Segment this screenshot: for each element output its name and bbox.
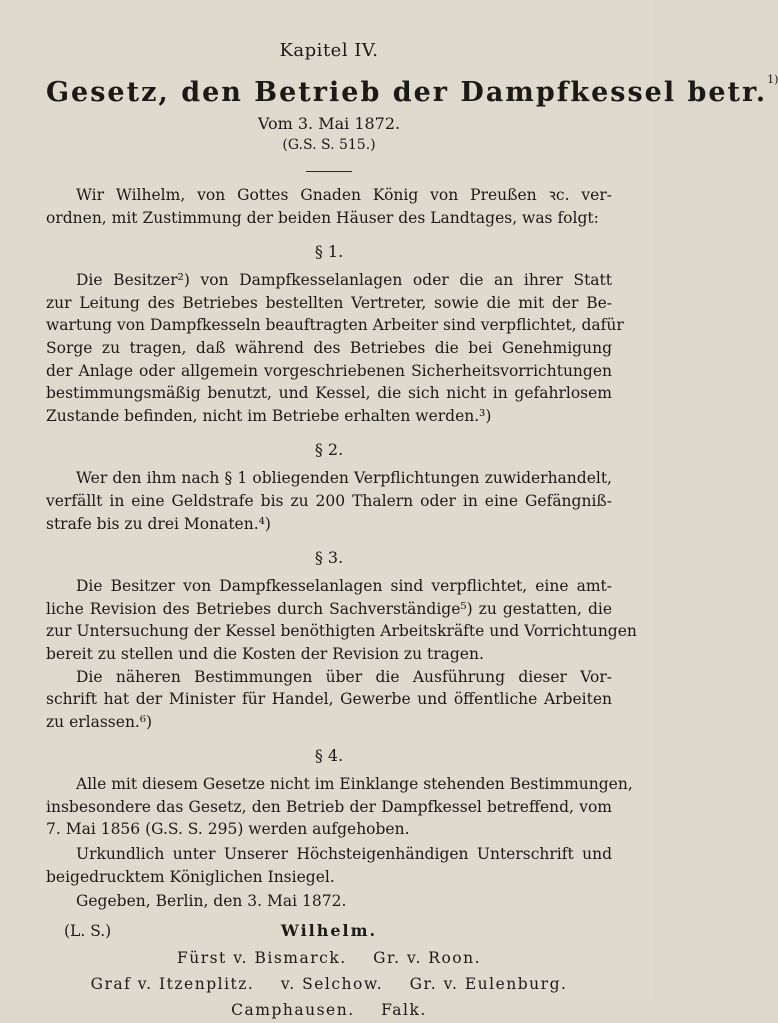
divider-rule [306, 171, 352, 172]
signer-name: Gr. v. Eulenburg. [409, 974, 568, 993]
paragraph-line: 7. Mai 1856 (G.S. S. 295) werden aufgehoben. [46, 820, 410, 839]
signer-name: Graf v. Itzenplitz. [90, 974, 255, 993]
paragraph-line: Die Besitzer von Dampfkesselanlagen sind verpflichtet, eine amt- [76, 577, 612, 596]
signers-row [46, 971, 612, 997]
law-title-text: Gesetz, den Betrieb der Dampfkessel betr. [46, 77, 768, 108]
preamble [46, 184, 612, 229]
paragraph-line: Die Besitzer²) von Dampfkesselanlagen oder die an ihrer Statt [76, 271, 612, 290]
section-heading: § 4. [314, 746, 344, 766]
paragraph-line: bereit zu stellen und die Kosten der Revision zu tragen. [46, 644, 484, 663]
signers-row [46, 945, 612, 971]
signer-name: Falk. [381, 1000, 427, 1019]
law-date: Vom 3. Mai 1872. [257, 114, 401, 133]
section-heading: § 3. [314, 548, 344, 568]
paragraph-line: schrift hat der Minister für Handel, Gewerbe und öffentliche Arbeiten [46, 690, 612, 709]
paragraph-line: Wer den ihm nach § 1 obliegenden Verpflichtungen zuwiderhandelt, [76, 469, 612, 488]
section-paragraph [46, 467, 612, 535]
paragraph-line: insbesondere das Gesetz, den Betrieb der Dampfkessel betreffend, vom [46, 797, 612, 816]
section-heading: § 1. [314, 242, 344, 262]
paragraph-line: beigedrucktem Königlichen Insiegel. [46, 867, 335, 886]
paragraph-line: Alle mit diesem Gesetze nicht im Einklange stehenden Bestimmungen, [76, 775, 633, 794]
section-paragraph [46, 890, 612, 913]
paragraph-line: Die näheren Bestimmungen über die Ausführung dieser Vor- [76, 667, 612, 686]
paragraph-line: bestimmungsmäßig benutzt, und Kessel, die sich nicht in gefahrlosem [46, 384, 612, 403]
paragraph-line: verfällt in eine Geldstrafe bis zu 200 Thalern oder in eine Gefängniß- [46, 491, 612, 510]
paragraph-line: Sorge zu tragen, daß während des Betriebes die bei Genehmigung [46, 338, 612, 357]
paragraph-line: Zustande befinden, nicht im Betriebe erhalten werden.³) [46, 406, 492, 425]
chapter-heading: Kapitel IV. [279, 40, 379, 61]
section-paragraph [46, 666, 612, 734]
section-paragraph [46, 575, 637, 665]
law-title [46, 70, 778, 111]
signers-row [46, 997, 612, 1023]
paragraph-line: strafe bis zu drei Monaten.⁴) [46, 514, 271, 533]
paragraph-line: Gegeben, Berlin, den 3. Mai 1872. [76, 892, 347, 911]
preamble-line: ordnen, mit Zustimmung der beiden Häuser des Landtages, was folgt: [46, 208, 599, 227]
section-paragraph [46, 843, 612, 888]
paragraph-line: zur Leitung des Betriebes bestellten Vertreter, sowie die mit der Be- [46, 293, 612, 312]
seal-row [46, 919, 612, 945]
law-citation: (G.S. S. 515.) [282, 137, 376, 153]
section-heading: § 2. [314, 440, 344, 460]
paragraph-line: der Anlage oder allgemein vorgeschriebenen Sicherheitsvorrichtungen [46, 361, 612, 380]
preamble-line: Wir Wilhelm, von Gottes Gnaden König von Preußen ꝛc. ver- [76, 186, 612, 204]
signer-name: v. Selchow. [280, 974, 384, 993]
royal-signature: Wilhelm. [280, 920, 378, 940]
paragraph-line: wartung von Dampfkesseln beauftragten Arbeiter sind verpflichtet, dafür [46, 316, 624, 335]
document-content [46, 38, 778, 1023]
seal-mark: (L. S.) [64, 921, 112, 940]
paragraph-line: Urkundlich unter Unserer Höchsteigenhändigen Unterschrift und [76, 845, 612, 864]
signature-block [46, 919, 612, 1023]
section-paragraph [46, 269, 624, 427]
signer-name: Gr. v. Roon. [373, 948, 482, 967]
paragraph-line: zur Untersuchung der Kessel benöthigten Arbeitskräfte und Vorrichtungen [46, 622, 637, 641]
signer-name: Fürst v. Bismarck. [176, 948, 347, 967]
paragraph-line: zu erlassen.⁶) [46, 712, 153, 731]
title-footnote-marker: 1) [767, 73, 778, 86]
signer-name: Camphausen. [231, 1000, 355, 1019]
paragraph-line: liche Revision des Betriebes durch Sachverständige⁵) zu gestatten, die [46, 599, 612, 618]
section-paragraph [46, 773, 633, 841]
